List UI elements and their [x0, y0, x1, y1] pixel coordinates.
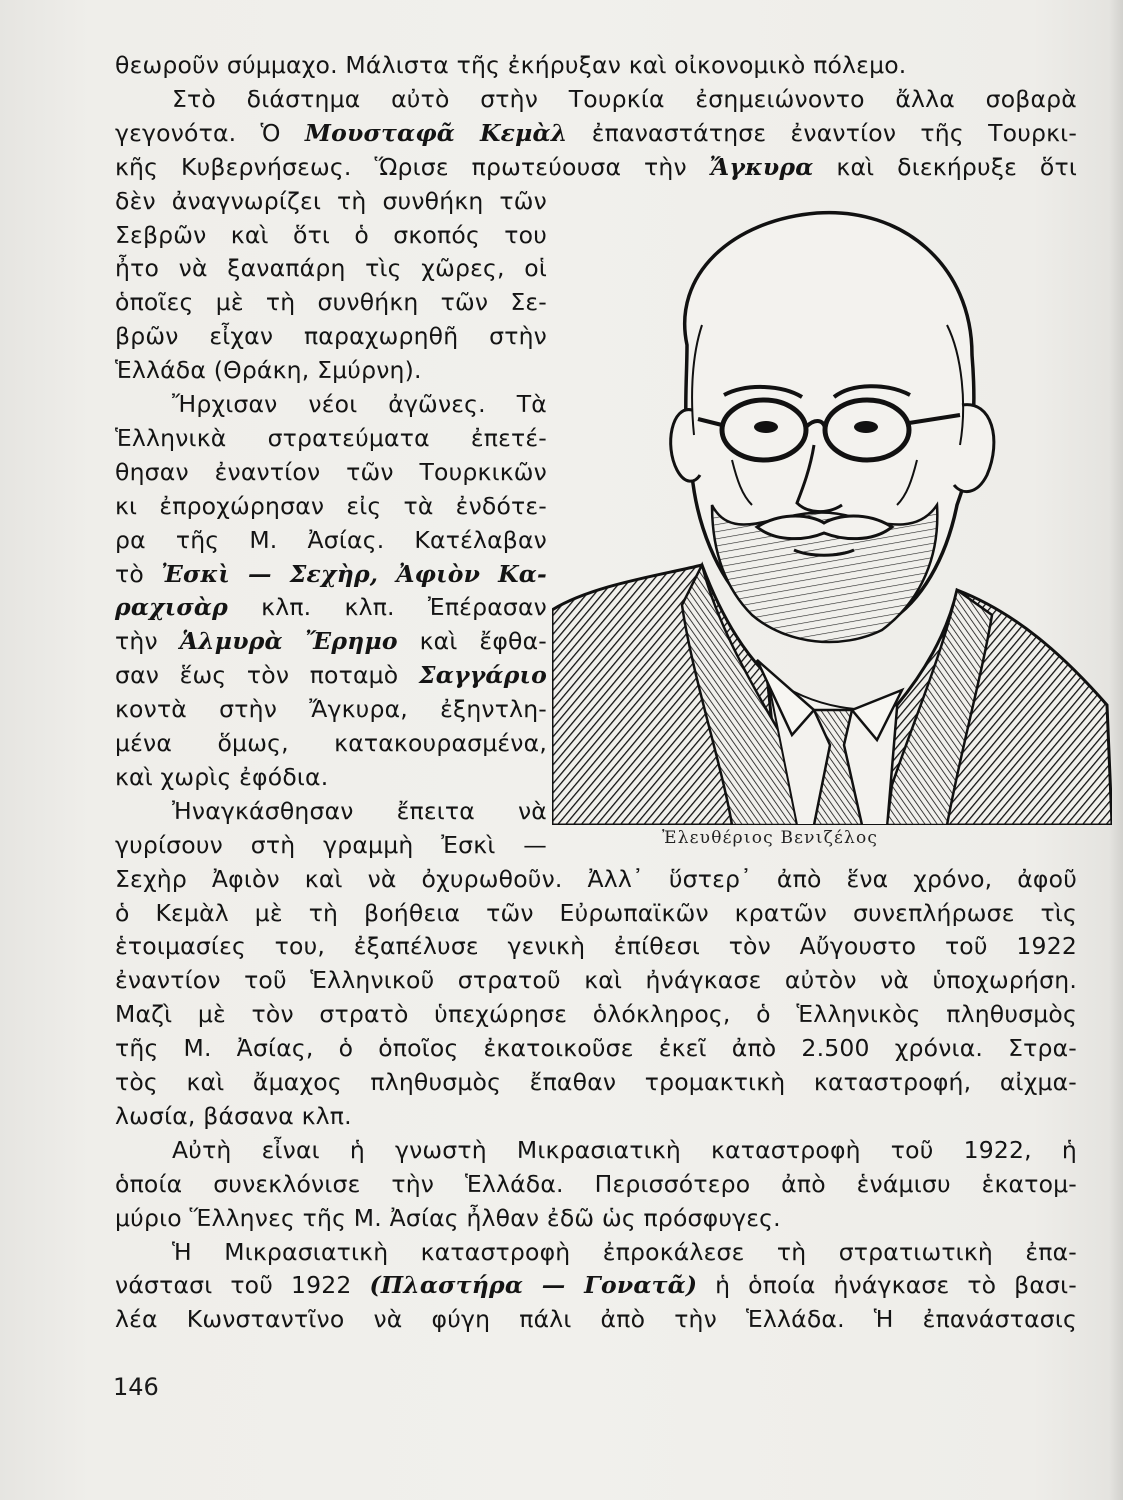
- text-line: [115, 50, 1077, 80]
- text-line: [115, 1067, 1077, 1097]
- text-line: [115, 898, 1077, 928]
- text-segment: γυρίσουν στὴ γραμμὴ Ἐσκὶ —: [115, 830, 547, 859]
- text-line: [115, 965, 1077, 995]
- text-segment: Στὸ διάστημα αὐτὸ στὴν Τουρκία ἐσημειώνοντο ἄλλα σοβαρὰ: [172, 84, 1077, 113]
- text-segment: ἐπαναστάτησε ἐναντίον τῆς Τουρκι-: [567, 118, 1077, 147]
- emphasized-term: Σαγγάριο: [418, 661, 547, 690]
- text-segment: ἡ ὁποία ἠνάγκασε τὸ βασι-: [697, 1271, 1077, 1300]
- text-line: [115, 1203, 1077, 1233]
- text-line: [115, 186, 547, 216]
- text-segment: μένα ὅμως, κατακουρασμένα,: [115, 729, 547, 757]
- text-line: [115, 1270, 1077, 1300]
- emphasized-term: Ἐσκὶ — Σεχὴρ, Ἀφιὸν Κα-: [161, 559, 547, 588]
- text-segment: τῆς Μ. Ἀσίας, ὁ ὁποῖος ἐκατοικοῦσε ἐκεῖ ἀπὸ 2.500 χρόνια. Στρα-: [115, 1034, 1077, 1063]
- text-line: [115, 762, 547, 792]
- text-segment: ὁ Κεμὰλ μὲ τὴ βοήθεια τῶν Εὐρωπαϊκῶν κρατῶν συνεπλήρωσε τὶς: [115, 898, 1077, 927]
- text-segment: δὲν ἀναγνωρίζει τὴ συνθήκη τῶν: [115, 186, 547, 215]
- text-segment: τὸ: [115, 559, 162, 588]
- text-segment: κοντὰ στὴν Ἄγκυρα, ἐξηντλη-: [115, 695, 547, 724]
- text-line: [115, 525, 547, 555]
- text-segment: νάστασι τοῦ 1922: [115, 1271, 370, 1300]
- text-line: [115, 457, 547, 487]
- text-segment: θησαν ἐναντίον τῶν Τουρκικῶν: [115, 457, 547, 486]
- text-segment: Ἠναγκάσθησαν ἔπειτα νὰ: [172, 796, 547, 825]
- text-line: [115, 491, 547, 521]
- text-line: [115, 220, 547, 250]
- text-line: [115, 626, 547, 656]
- text-segment: ὁποία συνεκλόνισε τὴν Ἑλλάδα. Περισσότερο ἀπὸ ἑνάμισυ ἑκατομ-: [115, 1169, 1077, 1198]
- text-line: [172, 796, 547, 826]
- text-segment: κῆς Κυβερνήσεως. Ὥρισε πρωτεύουσα τὴν: [115, 152, 710, 181]
- text-segment: Σεχὴρ Ἀφιὸν καὶ νὰ ὀχυρωθοῦν. Ἀλλ᾽ ὕστερ᾽ ἀπὸ ἕνα χρόνο, ἀφοῦ: [115, 864, 1077, 893]
- text-line: [115, 1169, 1077, 1199]
- text-line: [115, 999, 1077, 1029]
- page-number: 146: [113, 1373, 159, 1401]
- text-segment: Μαζὶ μὲ τὸν στρατὸ ὑπεχώρησε ὁλόκληρος, ὁ Ἑλληνικὸς πληθυσμὸς: [115, 1000, 1077, 1029]
- text-segment: βρῶν εἶχαν παραχωρηθῆ στὴν: [115, 322, 547, 351]
- text-segment: Ἑλληνικὰ στρατεύματα ἐπετέ-: [115, 423, 547, 452]
- portrait-illustration: [552, 205, 1112, 825]
- text-segment: Αὐτὴ εἶναι ἡ γνωστὴ Μικρασιατικὴ καταστροφὴ τοῦ 1922, ἡ: [172, 1135, 1077, 1164]
- text-segment: τὴν: [115, 627, 180, 656]
- portrait-caption: Ἐλευθέριος Βενιζέλος: [662, 828, 879, 848]
- text-segment: καὶ ἔφθα-: [397, 627, 547, 656]
- text-segment: καὶ χωρὶς ἐφόδια.: [115, 762, 329, 791]
- text-segment: θεωροῦν σύμμαχο. Μάλιστα τῆς ἐκήρυξαν καὶ οἰκονομικὸ πόλεμο.: [115, 51, 907, 79]
- text-segment: Ἑλλάδα (Θράκη, Σμύρνη).: [115, 356, 422, 385]
- text-line: [172, 389, 547, 419]
- text-line: [115, 152, 1077, 182]
- emphasized-term: Ἄγκυρα: [709, 152, 814, 181]
- text-line: [115, 355, 547, 385]
- emphasized-term: Ἁλμυρὰ Ἔρημο: [179, 627, 398, 656]
- text-segment: Ἤρχισαν νέοι ἀγῶνες. Τὰ: [172, 390, 547, 418]
- text-segment: Σεβρῶν καὶ ὅτι ὁ σκοπός του: [115, 220, 547, 249]
- text-segment: σαν ἕως τὸν ποταμὸ: [115, 661, 419, 690]
- text-line: [115, 1304, 1077, 1334]
- text-segment: τὸς καὶ ἄμαχος πληθυσμὸς ἔπαθαν τρομακτικὴ καταστροφή, αἰχμα-: [115, 1068, 1077, 1096]
- text-segment: μύριο Ἕλληνες τῆς Μ. Ἀσίας ἦλθαν ἐδῶ ὡς πρόσφυγες.: [115, 1203, 781, 1232]
- text-line: [172, 84, 1077, 114]
- emphasized-term: ραχισὰρ: [115, 593, 228, 622]
- text-segment: ἐναντίον τοῦ Ἑλληνικοῦ στρατοῦ καὶ ἠνάγκασε αὐτὸν νὰ ὑποχωρήση.: [115, 966, 1077, 995]
- text-line: [172, 1135, 1077, 1165]
- text-line: [115, 1033, 1077, 1063]
- text-line: [115, 728, 547, 758]
- emphasized-term: Μουσταφᾶ Κεμὰλ: [304, 118, 568, 147]
- text-line: [115, 1101, 1077, 1131]
- text-segment: λέα Κωνσταντῖνο νὰ φύγη πάλι ἀπὸ τὴν Ἑλλάδα. Ἡ ἐπανάστασις: [115, 1305, 1077, 1334]
- text-segment: ὁποῖες μὲ τὴ συνθήκη τῶν Σε-: [115, 288, 547, 317]
- text-line: [115, 423, 547, 453]
- text-line: [115, 660, 547, 690]
- text-segment: ἦτο νὰ ξαναπάρη τὶς χῶρες, οἱ: [115, 254, 547, 283]
- text-segment: καὶ διεκήρυξε ὅτι: [813, 152, 1077, 181]
- text-segment: κλπ. κλπ. Ἐπέρασαν: [227, 593, 547, 622]
- text-segment: Ἡ Μικρασιατικὴ καταστροφὴ ἐπροκάλεσε τὴ στρατιωτικὴ ἐπα-: [172, 1237, 1077, 1266]
- text-line: [115, 118, 1077, 148]
- text-line: [115, 559, 547, 589]
- text-line: [115, 694, 547, 724]
- text-line: [115, 592, 547, 622]
- text-line: [115, 287, 547, 317]
- text-segment: λωσία, βάσανα κλπ.: [115, 1101, 352, 1130]
- text-segment: ρα τῆς Μ. Ἀσίας. Κατέλαβαν: [115, 525, 547, 554]
- text-segment: ἑτοιμασίες του, ἐξαπέλυσε γενικὴ ἐπίθεσι τὸν Αὔγουστο τοῦ 1922: [115, 932, 1077, 961]
- text-segment: γεγονότα. Ὁ: [115, 118, 305, 147]
- text-line: [115, 864, 1077, 894]
- emphasized-term: (Πλαστήρα — Γονατᾶ): [369, 1271, 698, 1300]
- text-line: [115, 830, 547, 860]
- text-line: [172, 1237, 1077, 1267]
- text-line: [115, 931, 1077, 961]
- text-line: [115, 253, 547, 283]
- text-line: [115, 321, 547, 351]
- text-segment: κι ἐπροχώρησαν εἰς τὰ ἐνδότε-: [115, 491, 547, 520]
